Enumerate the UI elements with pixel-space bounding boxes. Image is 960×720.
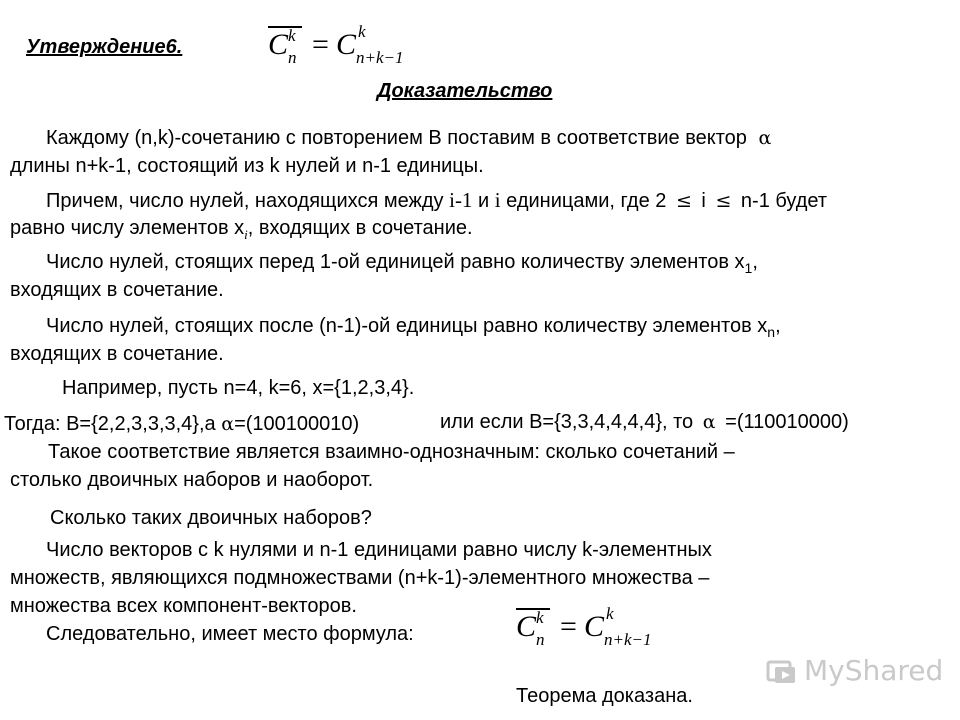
le-symbol: ≤ [715,190,732,212]
alpha-symbol: α [702,411,716,433]
formula-top [266,22,416,72]
text-line: Причем, число нулей, находящихся между i-1 и i единицами, где 2 ≤ i ≤ n-1 будет [46,188,828,212]
text-line: входящих в сочетание. [10,279,224,301]
statement-title: Утверждение6. [26,36,183,58]
formula-lhs-sup: k [536,608,544,627]
text-line: Сколько таких двоичных наборов? [50,507,372,529]
text-line: равно числу элементов $x_i$, входящих в сочетание. [10,217,473,242]
formula-bottom [514,604,664,654]
alpha-symbol: α [758,127,772,149]
text-line: Число векторов с k нулями и n-1 единицами равно числу k-элементных [46,539,712,561]
text-line: множества всех компонент-векторов. [10,595,357,617]
text-line: Число нулей, стоящих после (n-1)-ой единицы равно количеству элементов $x_n$, [46,315,781,340]
text-line: Каждому (n,k)-сочетанию с повторением B поставим в соответствие вектор α [46,127,772,149]
formula-eq: = [312,28,329,61]
alpha-symbol: α [221,413,235,435]
formula-eq: = [560,610,577,643]
formula-lhs-sub: n [288,48,297,67]
formula-rhs-sup: k [606,604,614,623]
proof-heading: Доказательство [377,80,553,102]
formula-lhs-sub: n [536,630,545,649]
text-line: Например, пусть n=4, k=6, x={1,2,3,4}. [62,377,415,399]
formula-rhs: C [584,610,605,643]
formula-rhs-sup: k [358,22,366,41]
formula-lhs-sup: k [288,26,296,45]
formula-rhs: C [336,28,357,61]
myshared-logo-icon [766,656,798,688]
watermark-text: MyShared [804,654,944,687]
text-line: Следовательно, имеет место формула: [46,623,414,645]
text-line: Тогда: B={2,2,3,3,3,4},a α=(100100010) [4,413,360,435]
formula-lhs: C [516,610,537,643]
text-line: длины n+k-1, состоящий из k нулей и n-1 единицы. [10,155,484,177]
text-line: Такое соответствие является взаимно-однозначным: сколько сочетаний – [48,441,735,463]
text-line: Теорема доказана. [516,685,693,707]
text-line: входящих в сочетание. [10,343,224,365]
text-line: Число нулей, стоящих перед 1-ой единицей равно количеству элементов $x_1$, [46,251,758,276]
formula-lhs: C [268,28,289,61]
text-line: множеств, являющихся подмножествами (n+k-1)-элементного множества – [10,567,710,589]
formula-rhs-sub: n+k−1 [604,630,652,649]
text-line: или если B={3,3,4,4,4,4}, то α =(110010000) [440,411,849,433]
formula-rhs-sub: n+k−1 [356,48,404,67]
text-line: столько двоичных наборов и наоборот. [10,469,374,491]
le-symbol: ≤ [675,190,692,212]
